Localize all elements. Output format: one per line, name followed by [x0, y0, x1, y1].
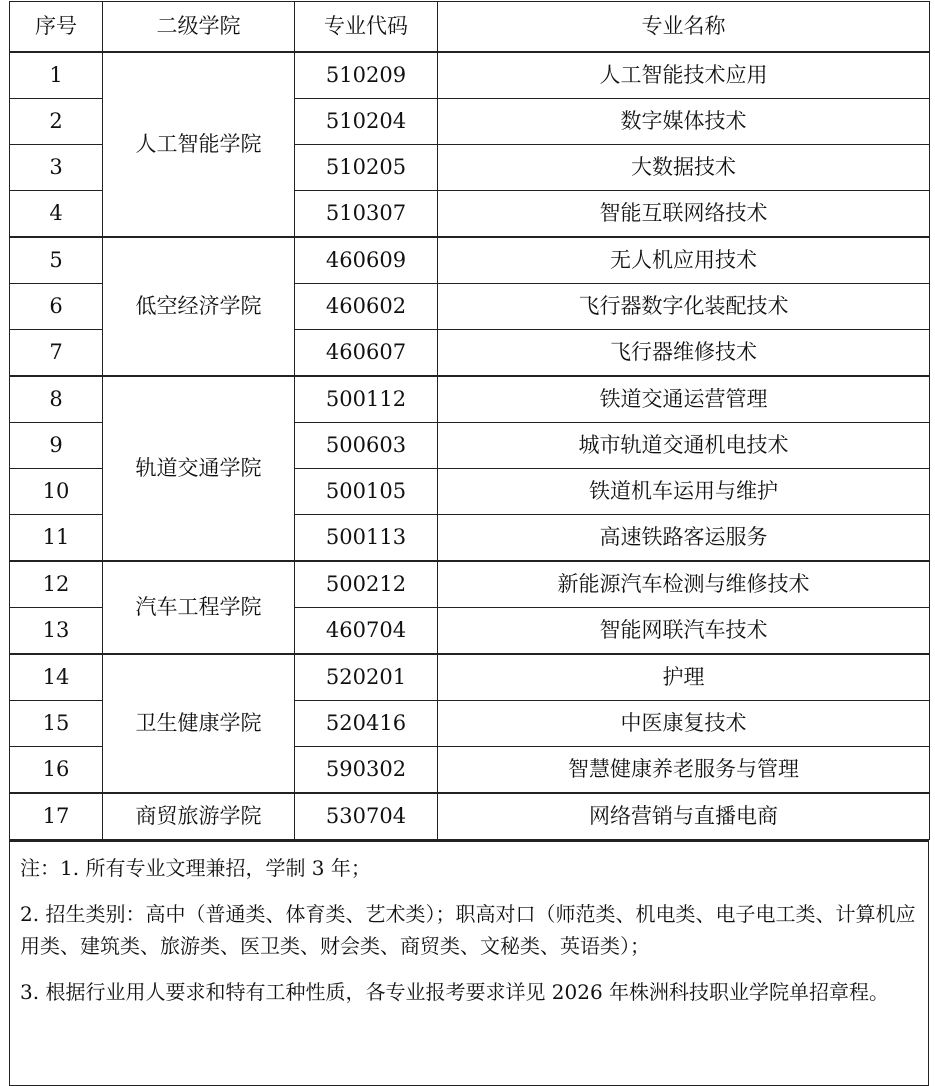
note-3: 3. 根据行业用人要求和特有工种性质，各专业报考要求详见 2026 年株洲科技职业学院单招章程。	[20, 980, 890, 1004]
row-serial-number: 12	[10, 561, 103, 608]
row-major-name: 城市轨道交通机电技术	[438, 423, 930, 469]
row-major-name: 铁道机车运用与维护	[438, 469, 930, 515]
row-serial-number: 2	[10, 99, 103, 145]
header-major-name: 专业名称	[438, 2, 930, 53]
row-major-code: 500603	[295, 423, 438, 469]
college-name: 卫生健康学院	[103, 654, 295, 793]
row-serial-number: 17	[10, 793, 103, 840]
row-major-code: 510307	[295, 191, 438, 238]
row-serial-number: 6	[10, 284, 103, 330]
row-serial-number: 10	[10, 469, 103, 515]
college-name: 人工智能学院	[103, 52, 295, 237]
header-major-code: 专业代码	[295, 2, 438, 53]
row-major-name: 高速铁路客运服务	[438, 515, 930, 562]
row-major-code: 500113	[295, 515, 438, 562]
note-1: 注：1. 所有专业文理兼招，学制 3 年；	[20, 856, 371, 880]
row-serial-number: 1	[10, 52, 103, 99]
row-major-code: 460607	[295, 330, 438, 377]
enrollment-table-container	[9, 1, 929, 1086]
college-name: 汽车工程学院	[103, 561, 295, 654]
majors-table	[9, 1, 930, 840]
row-major-name: 大数据技术	[438, 145, 930, 191]
table-row	[10, 237, 930, 284]
row-major-code: 590302	[295, 747, 438, 794]
header-serial-number: 序号	[10, 2, 103, 53]
table-header-row	[10, 2, 930, 53]
row-major-name: 智能互联网络技术	[438, 191, 930, 238]
notes-section	[9, 840, 929, 1086]
row-major-name: 智慧健康养老服务与管理	[438, 747, 930, 794]
row-serial-number: 14	[10, 654, 103, 701]
row-serial-number: 15	[10, 701, 103, 747]
row-major-name: 中医康复技术	[438, 701, 930, 747]
row-major-name: 无人机应用技术	[438, 237, 930, 284]
row-serial-number: 5	[10, 237, 103, 284]
table-row	[10, 561, 930, 608]
row-serial-number: 9	[10, 423, 103, 469]
row-major-name: 新能源汽车检测与维修技术	[438, 561, 930, 608]
college-name: 低空经济学院	[103, 237, 295, 376]
row-major-code: 510209	[295, 52, 438, 99]
row-major-name: 网络营销与直播电商	[438, 793, 930, 840]
row-major-code: 500212	[295, 561, 438, 608]
table-row	[10, 793, 930, 840]
row-major-code: 500112	[295, 376, 438, 423]
row-major-code: 520201	[295, 654, 438, 701]
row-serial-number: 16	[10, 747, 103, 794]
row-major-name: 数字媒体技术	[438, 99, 930, 145]
row-major-name: 飞行器维修技术	[438, 330, 930, 377]
header-college: 二级学院	[103, 2, 295, 53]
college-name: 商贸旅游学院	[103, 793, 295, 840]
row-serial-number: 13	[10, 608, 103, 655]
row-major-code: 460704	[295, 608, 438, 655]
row-major-code: 500105	[295, 469, 438, 515]
note-2: 2. 招生类别：高中（普通类、体育类、艺术类）；职高对口（师范类、机电类、电子电工类、计算机应用类、建筑类、旅游类、医卫类、财会类、商贸类、文秘类、英语类）；	[20, 902, 916, 958]
row-major-code: 510204	[295, 99, 438, 145]
row-serial-number: 8	[10, 376, 103, 423]
table-row	[10, 376, 930, 423]
row-major-code: 520416	[295, 701, 438, 747]
row-major-name: 飞行器数字化装配技术	[438, 284, 930, 330]
college-name: 轨道交通学院	[103, 376, 295, 561]
row-serial-number: 4	[10, 191, 103, 238]
row-major-name: 铁道交通运营管理	[438, 376, 930, 423]
row-major-code: 460602	[295, 284, 438, 330]
table-row	[10, 654, 930, 701]
row-serial-number: 11	[10, 515, 103, 562]
row-major-name: 护理	[438, 654, 930, 701]
row-serial-number: 7	[10, 330, 103, 377]
row-major-code: 510205	[295, 145, 438, 191]
row-major-name: 人工智能技术应用	[438, 52, 930, 99]
row-major-code: 460609	[295, 237, 438, 284]
row-major-name: 智能网联汽车技术	[438, 608, 930, 655]
row-serial-number: 3	[10, 145, 103, 191]
row-major-code: 530704	[295, 793, 438, 840]
table-row	[10, 52, 930, 99]
